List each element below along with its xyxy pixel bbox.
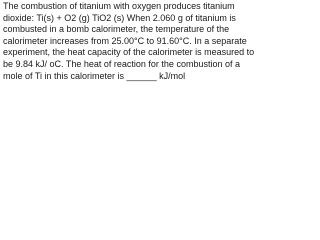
question-text: The combustion of titanium with oxygen produces titanium dioxide: Ti(s) + O2 (g) TiO2 (s) When 2.060 g of titanium is combusted in a bomb calorimeter, the temperature of the calorimeter increases from 25.00°C to 91.60°C. In a separate experiment, the heat capacity of the calorimeter is measured to be 9.84 kJ/ oC. The heat of reaction for the combustion of a mole of Ti in this calorimeter is ______ kJ/mol: [3, 1, 255, 81]
